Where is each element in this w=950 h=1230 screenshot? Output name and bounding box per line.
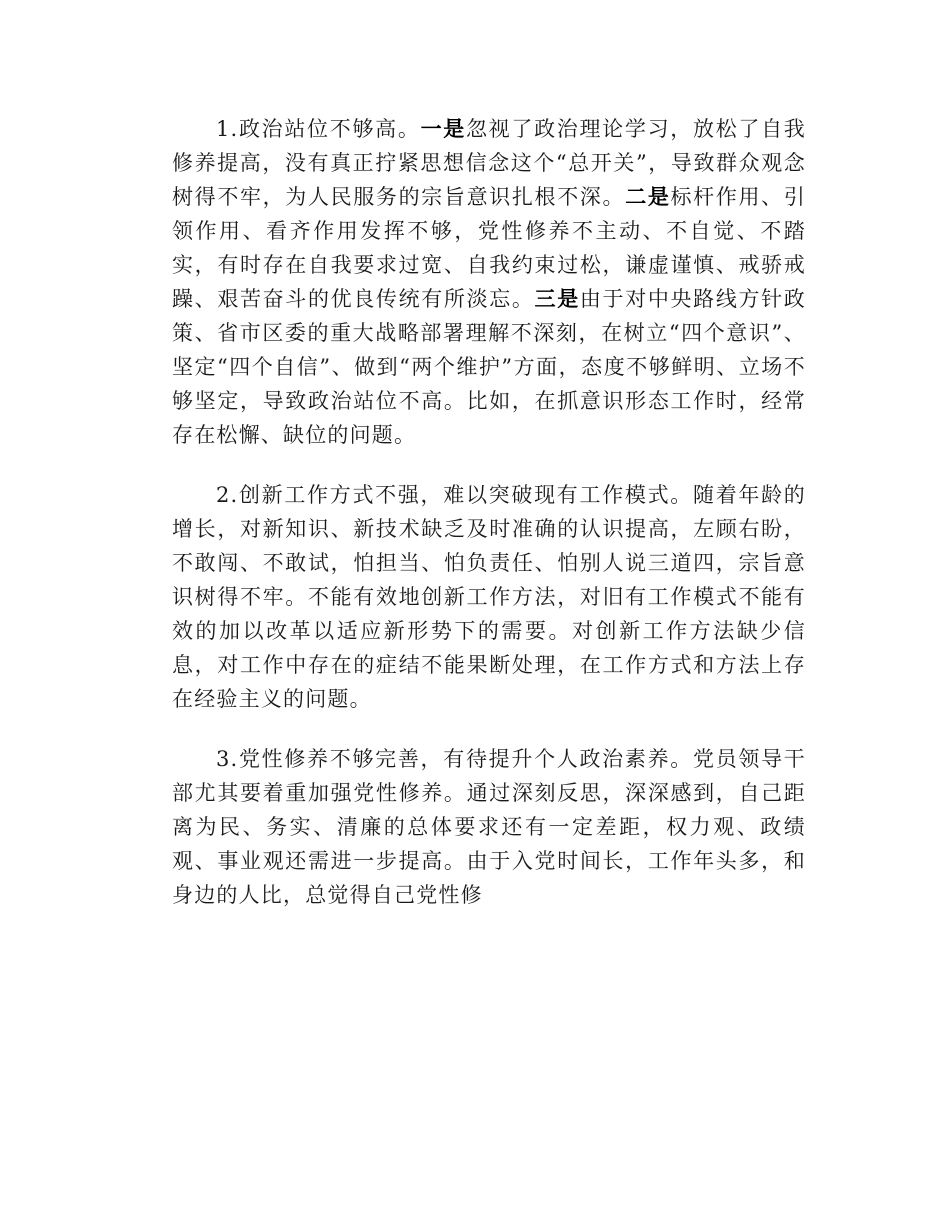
bold-marker: 二是 (625, 185, 671, 209)
paragraph-3 (172, 742, 806, 912)
bold-marker: 一是 (420, 117, 466, 141)
paragraph-text: 2.创新工作方式不强，难以突破现有工作模式。随着年龄的增长，对新知识、新技术缺乏及时准确的认识提高，左顾右盼，不敢闯、不敢试，怕担当、怕负责任、怕别人说三道四，宗旨意识树得不牢。不能有效地创新工作方法，对旧有工作模式不能有效的加以改革以适应新形势下的需要。对创新工作方法缺少信息，对工作中存在的症结不能果断处理，在工作方式和方法上存在经验主义的问题。 (172, 483, 806, 711)
paragraph-2 (172, 478, 806, 716)
document-body (172, 112, 806, 938)
paragraph-text: 3.党性修养不够完善，有待提升个人政治素养。党员领导干部尤其要着重加强党性修养。通过深刻反思，深深感到，自己距离为民、务实、清廉的总体要求还有一定差距，权力观、政绩观、事业观还需进一步提高。由于入党时间长，工作年头多，和身边的人比，总觉得自己党性修 (172, 747, 806, 907)
paragraph-text: 1.政治站位不够高。 (216, 117, 421, 141)
paragraph-text: 由于对中央路线方针政策、省市区委的重大战略部署理解不深刻，在树立“四个意识”、坚定“四个自信”、做到“两个维护”方面，态度不够鲜明、立场不够坚定，导致政治站位不高。比如，在抓意识形态工作时，经常存在松懈、缺位的问题。 (172, 287, 807, 447)
bold-marker: 三是 (534, 287, 580, 311)
paragraph-1 (172, 112, 806, 452)
paragraph-text: 标杆作用、引领作用、看齐作用发挥不够，党性修养不主动、不自觉、不踏实，有时存在自我要求过宽、自我约束过松，谦虚谨慎、戒骄戒躁、艰苦奋斗的优良传统有所淡忘。 (172, 185, 807, 311)
paragraph-text: 忽视了政治理论学习，放松了自我修养提高，没有真正拧紧思想信念这个“总开关”，导致群众观念树得不牢，为人民服务的宗旨意识扎根不深。 (172, 117, 806, 209)
